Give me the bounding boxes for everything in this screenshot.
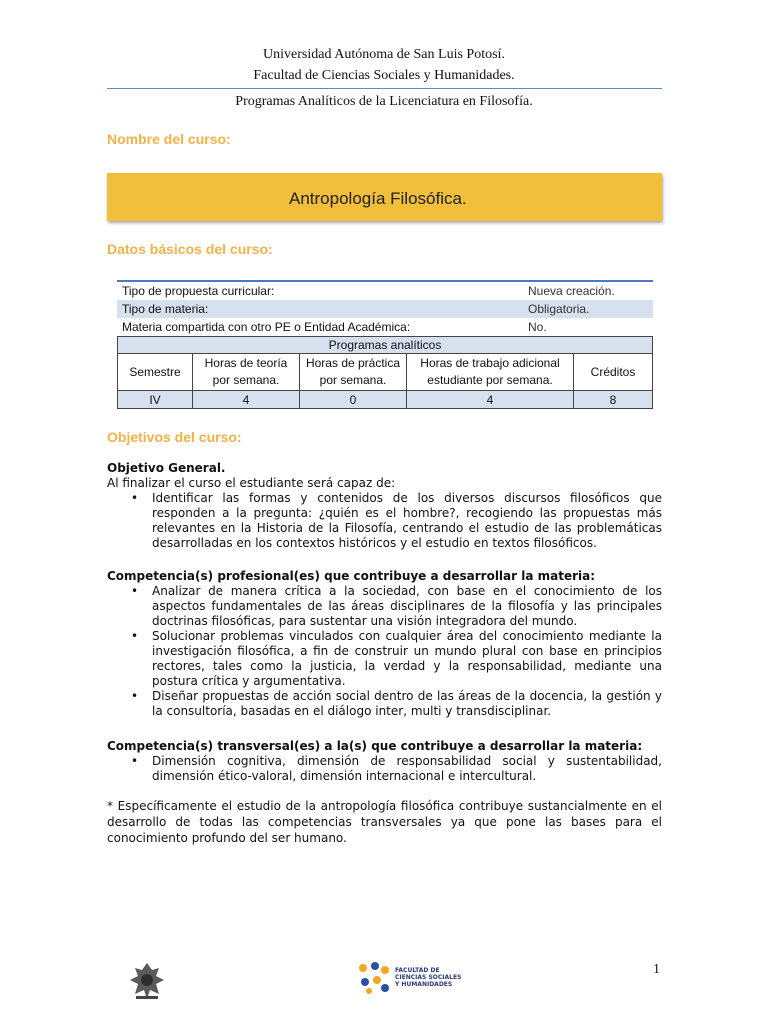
table-row (117, 281, 653, 300)
objectives-heading: Objetivos del curso: (107, 429, 242, 445)
professional-competence-title: Competencia(s) profesional(es) que contribuye a desarrollar la materia: (107, 569, 596, 583)
header-divider (107, 88, 662, 89)
row-label: Tipo de propuesta curricular: (117, 281, 523, 300)
faculty-logo (355, 958, 470, 998)
faculty-logo-icon (355, 960, 393, 996)
header-cell: Horas de trabajo adicional estudiante por semana. (407, 354, 574, 391)
university-name: Universidad Autónoma de San Luis Potosí. (263, 47, 505, 62)
value-cell: 4 (407, 391, 574, 409)
list-item: • Analizar de manera crítica a la sociedad, con base en el conocimiento de los aspectos fundamentales de las áreas disciplinares de la filosofía y las principales doctrinas filosóficas, para sustentar una visión integradora del mundo. (107, 584, 662, 629)
row-label: Materia compartida con otro PE o Entidad Académica: (122, 320, 411, 334)
value-cell: 8 (574, 391, 653, 409)
table-row (117, 300, 653, 318)
faculty-name: Facultad de Ciencias Sociales y Humanidades. (253, 68, 515, 83)
header-cell: Horas de teoría por semana. (193, 354, 300, 391)
programs-table-header-row (118, 354, 653, 391)
row-label: Tipo de materia: (117, 300, 523, 318)
logo-text-line: Y HUMANIDADES (395, 981, 453, 988)
transversal-note: * Específicamente el estudio de la antropología filosófica contribuye sustancialmente en el desarrollo de todas las competencias transversales ya que pone las bases para el conocimiento profundo del ser humano. (107, 799, 662, 845)
header-cell: Horas de práctica por semana. (300, 354, 407, 391)
course-name-box (107, 173, 662, 221)
basic-data-table (117, 280, 653, 336)
general-objective-list (107, 491, 662, 551)
list-item: • Identificar las formas y contenidos de los diversos discursos filosóficos que responden a la pregunta: ¿quién es el hombre?, recogiendo las propuestas más relevantes en la Historia de la Filosofía, centrando el estudio de las problemáticas desarrolladas en los contextos históricos y el estudio en textos filosóficos. (107, 491, 662, 551)
header-cell: Semestre (118, 354, 193, 391)
logo-text-line: CIENCIAS SOCIALES (395, 974, 462, 981)
header-cell: Créditos (574, 354, 653, 391)
transversal-competence-list (107, 754, 662, 784)
value-cell: 0 (300, 391, 407, 409)
transversal-competence-title: Competencia(s) transversal(es) a la(s) que contribuye a desarrollar la materia: (107, 739, 643, 753)
program-title: Programas Analíticos de la Licenciatura en Filosofía. (235, 94, 533, 109)
programs-table-title: Programas analíticos (118, 337, 653, 354)
list-item: • Diseñar propuestas de acción social dentro de las áreas de la docencia, la gestión y la consultoría, basadas en el diálogo inter, multi y transdisciplinar. (107, 689, 662, 719)
row-value: Obligatoria. (523, 300, 653, 318)
programs-table-title-row (118, 337, 653, 354)
row-value: Nueva creación. (523, 281, 653, 300)
programs-table-values-row (118, 391, 653, 409)
list-item: • Solucionar problemas vinculados con cualquier área del conocimiento mediante la investigación filosófica, a fin de construir un mundo plural con base en principios rectores, tales como la justicia, la verdad y la responsabilidad, mediante una postura crítica y argumentativa. (107, 629, 662, 689)
programs-table (117, 336, 653, 409)
course-name: Antropología Filosófica. (289, 189, 467, 208)
logo-text-line: FACULTAD DE (395, 967, 440, 974)
basic-data-heading: Datos básicos del curso: (107, 241, 273, 257)
list-item: • Dimensión cognitiva, dimensión de responsabilidad social y sustentabilidad, dimensión ético-valoral, dimensión internacional e intercultural. (107, 754, 662, 784)
university-seal-icon (126, 960, 168, 1002)
row-value: No. (528, 320, 547, 334)
course-name-heading: Nombre del curso: (107, 131, 231, 147)
general-objective-title: Objetivo General. (107, 461, 226, 475)
general-objective-intro: Al finalizar el curso el estudiante será capaz de: (107, 476, 396, 490)
professional-competence-list (107, 584, 662, 719)
value-cell: 4 (193, 391, 300, 409)
value-cell: IV (118, 391, 193, 409)
table-row (117, 318, 653, 336)
page-number: 1 (653, 962, 660, 977)
